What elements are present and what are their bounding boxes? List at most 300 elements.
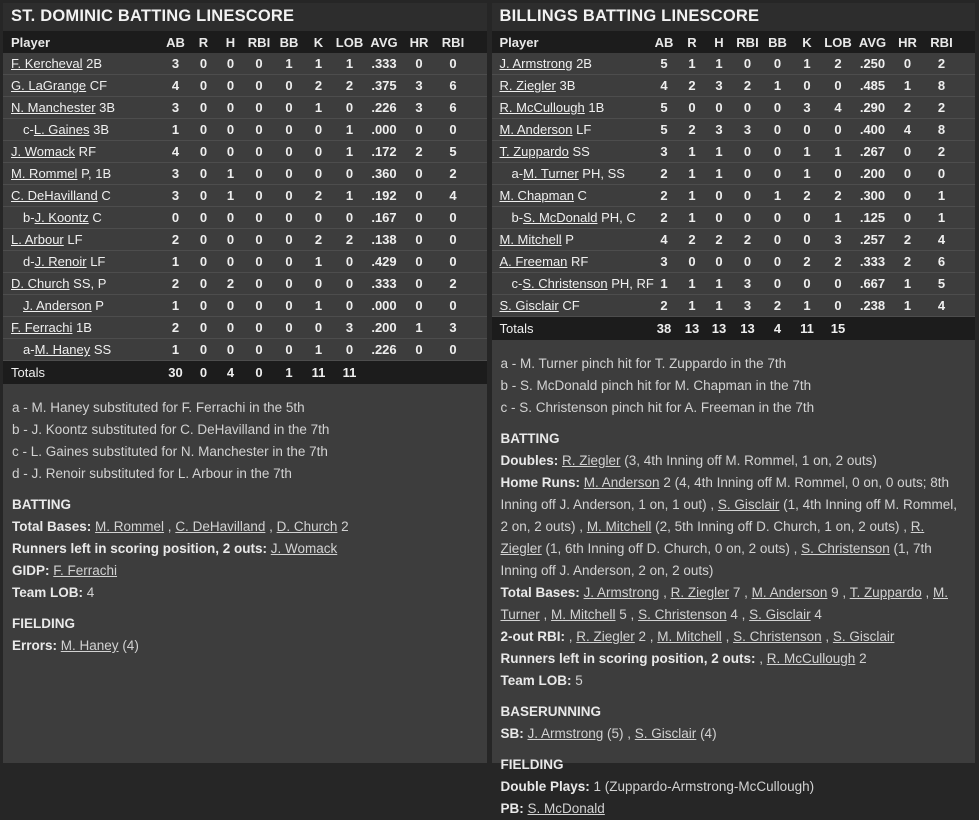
stat-value: 0 xyxy=(244,163,274,185)
stat-value: 1 xyxy=(333,141,366,163)
stat-value: 0 xyxy=(274,163,304,185)
player-link[interactable]: S. Gisclair xyxy=(499,298,559,313)
stat-value: 0 xyxy=(244,295,274,317)
stat-value: 3 xyxy=(161,97,190,119)
player-link[interactable]: F. Ferrachi xyxy=(11,320,73,335)
stat-value: 0 xyxy=(244,53,274,75)
stat-value: 0 xyxy=(402,251,436,273)
stat-value: 0 xyxy=(244,75,274,97)
stat-value: .485 xyxy=(855,75,891,97)
stat-value: 3 xyxy=(822,229,855,251)
stat-value: 2 xyxy=(333,229,366,251)
player-link[interactable]: M. Haney xyxy=(60,638,119,653)
stat-value: 2 xyxy=(679,75,706,97)
player-link[interactable]: D. Church xyxy=(11,276,70,291)
column-header-h: H xyxy=(217,31,244,53)
player-cell: a-M. Turner PH, SS xyxy=(492,163,650,185)
stat-value: 0 xyxy=(274,229,304,251)
stat-value: 4 xyxy=(891,119,925,141)
stat-value: 2 xyxy=(333,75,366,97)
substitution-note: d - J. Renoir substituted for L. Arbour in the 7th xyxy=(12,466,292,481)
totals-value: 4 xyxy=(217,361,244,385)
stat-value: .200 xyxy=(366,317,402,339)
player-link[interactable]: S. Christenson xyxy=(733,629,822,644)
player-link[interactable]: J. Anderson xyxy=(23,298,92,313)
player-row xyxy=(492,207,976,229)
stat-value: 0 xyxy=(244,339,274,361)
player-link[interactable]: A. Freeman xyxy=(499,254,568,269)
player-link[interactable]: S. Christenson xyxy=(638,607,727,622)
column-header-player: Player xyxy=(492,31,650,53)
player-row xyxy=(3,53,487,75)
stat-value: 0 xyxy=(217,295,244,317)
stat-value: 1 xyxy=(793,163,822,185)
stat-text: (1, 7th Inning off J. Anderson, 2 on, 2 outs) xyxy=(500,541,932,578)
stat-value: 4 xyxy=(161,141,190,163)
stat-value: 1 xyxy=(706,141,733,163)
section-heading-baserunning: BASERUNNING xyxy=(500,704,602,719)
stat-value: 0 xyxy=(822,75,855,97)
stat-value: 1 xyxy=(161,119,190,141)
stat-value: 0 xyxy=(274,207,304,229)
stat-text: (1, 6th Inning off D. Church, 0 on, 2 outs) , xyxy=(541,541,802,556)
player-cell: M. Mitchell P xyxy=(492,229,650,251)
row-spacer xyxy=(959,251,976,273)
stat-value: 2 xyxy=(161,273,190,295)
stat-value: 0 xyxy=(763,163,793,185)
player-link[interactable]: F. Ferrachi xyxy=(53,563,118,578)
player-link[interactable]: L. Gaines xyxy=(33,122,90,137)
column-header-k: K xyxy=(793,31,822,53)
player-link[interactable]: S. Gisclair xyxy=(717,497,780,512)
stat-value: 1 xyxy=(161,251,190,273)
stat-value: 5 xyxy=(436,141,470,163)
row-spacer xyxy=(470,97,487,119)
stat-value: 0 xyxy=(891,185,925,207)
stat-value: 1 xyxy=(217,163,244,185)
stat-value: 0 xyxy=(244,141,274,163)
player-link[interactable]: G. LaGrange xyxy=(11,78,87,93)
stat-value: 4 xyxy=(822,97,855,119)
totals-value: 4 xyxy=(763,317,793,341)
stat-text: 2 xyxy=(855,651,867,666)
totals-value xyxy=(366,361,402,385)
stat-value: 0 xyxy=(244,317,274,339)
row-spacer xyxy=(959,75,976,97)
stat-text: , xyxy=(164,519,176,534)
stat-value: 0 xyxy=(436,207,470,229)
stat-value: 0 xyxy=(763,97,793,119)
stat-value: 0 xyxy=(190,75,217,97)
stat-line xyxy=(12,516,478,538)
player-link[interactable]: R. Ziegler xyxy=(500,519,925,556)
stat-value: 0 xyxy=(244,97,274,119)
stat-value: 0 xyxy=(679,97,706,119)
stat-value: 0 xyxy=(822,273,855,295)
totals-value: 1 xyxy=(274,361,304,385)
stat-value: 0 xyxy=(190,97,217,119)
player-row xyxy=(3,207,487,229)
stat-value: 0 xyxy=(333,207,366,229)
player-link[interactable]: C. DeHavilland xyxy=(11,188,98,203)
stat-value: 0 xyxy=(304,317,333,339)
stat-value: 2 xyxy=(822,185,855,207)
player-cell: J. Womack RF xyxy=(3,141,161,163)
column-header-hr-9: HR xyxy=(891,31,925,53)
stat-value: 5 xyxy=(650,119,679,141)
stat-value: 0 xyxy=(891,207,925,229)
stat-value: 2 xyxy=(650,207,679,229)
player-link[interactable]: L. Arbour xyxy=(11,232,64,247)
player-link[interactable]: M. Turner xyxy=(523,166,579,181)
row-spacer xyxy=(959,295,976,317)
player-link[interactable]: T. Zuppardo xyxy=(849,585,922,600)
stat-value: .667 xyxy=(855,273,891,295)
stat-value: 0 xyxy=(274,317,304,339)
column-header-lob: LOB xyxy=(333,31,366,53)
column-header-rbi-10: RBI xyxy=(436,31,470,53)
player-cell: c-S. Christenson PH, RF xyxy=(492,273,650,295)
stat-value: 0 xyxy=(190,251,217,273)
stat-value: 1 xyxy=(793,141,822,163)
stat-value: 0 xyxy=(706,251,733,273)
player-row xyxy=(3,97,487,119)
stat-text: , xyxy=(539,607,552,622)
player-link[interactable]: N. Manchester xyxy=(11,100,96,115)
st-dominic-batting-table xyxy=(3,31,487,384)
stat-value: 0 xyxy=(793,75,822,97)
stat-label: 2-out RBI: xyxy=(500,629,569,644)
stat-value: 3 xyxy=(333,317,366,339)
stat-value: 6 xyxy=(436,75,470,97)
stat-value: 1 xyxy=(822,207,855,229)
player-row xyxy=(3,75,487,97)
stat-value: .238 xyxy=(855,295,891,317)
row-spacer xyxy=(959,207,976,229)
stat-value: 1 xyxy=(333,185,366,207)
player-link[interactable]: C. DeHavilland xyxy=(175,519,266,534)
stat-value: 0 xyxy=(763,273,793,295)
player-link[interactable]: D. Church xyxy=(276,519,338,534)
stat-value: 1 xyxy=(679,207,706,229)
stat-value: 0 xyxy=(763,119,793,141)
column-header-k: K xyxy=(304,31,333,53)
billings-notes xyxy=(492,340,976,820)
stat-value: 2 xyxy=(650,185,679,207)
stat-value: 0 xyxy=(763,53,793,75)
stat-value: 1 xyxy=(891,273,925,295)
player-link[interactable]: S. Gisclair xyxy=(749,607,811,622)
row-spacer xyxy=(959,53,976,75)
player-link[interactable]: M. Chapman xyxy=(499,188,574,203)
player-link[interactable]: M. Rommel xyxy=(95,519,165,534)
stat-value: 0 xyxy=(706,185,733,207)
player-row xyxy=(492,75,976,97)
stat-value: 0 xyxy=(190,119,217,141)
stat-value: 2 xyxy=(793,251,822,273)
row-spacer xyxy=(959,119,976,141)
player-cell: M. Chapman C xyxy=(492,185,650,207)
player-row xyxy=(3,339,487,361)
stat-value: 0 xyxy=(217,75,244,97)
stat-value: 0 xyxy=(274,185,304,207)
totals-value: 11 xyxy=(793,317,822,341)
stat-value: 3 xyxy=(161,163,190,185)
stat-value: 0 xyxy=(190,207,217,229)
stat-label: Total Bases: xyxy=(500,585,584,600)
stat-value: 0 xyxy=(274,251,304,273)
player-row xyxy=(3,229,487,251)
stat-value: 0 xyxy=(436,295,470,317)
player-link[interactable]: M. Anderson xyxy=(751,585,828,600)
player-row xyxy=(492,97,976,119)
stat-text: , xyxy=(265,519,277,534)
stat-value: 0 xyxy=(244,229,274,251)
player-row xyxy=(3,251,487,273)
totals-value xyxy=(855,317,891,341)
player-link[interactable]: J. Renoir xyxy=(34,254,87,269)
stat-value: 0 xyxy=(244,185,274,207)
stat-value: 0 xyxy=(190,317,217,339)
stat-value: 4 xyxy=(650,75,679,97)
player-row xyxy=(492,251,976,273)
stat-value: .200 xyxy=(855,163,891,185)
player-link[interactable]: T. Zuppardo xyxy=(499,144,569,159)
stat-value: 4 xyxy=(436,185,470,207)
player-link[interactable]: J. Womack xyxy=(270,541,338,556)
player-cell: L. Arbour LF xyxy=(3,229,161,251)
player-link[interactable]: S. McDonald xyxy=(523,210,598,225)
stat-text: , xyxy=(821,629,833,644)
player-row xyxy=(492,163,976,185)
player-link[interactable]: M. Haney xyxy=(34,342,91,357)
stat-value: 0 xyxy=(436,251,470,273)
table-body xyxy=(492,53,976,317)
player-link[interactable]: R. McCullough xyxy=(499,100,585,115)
stat-value: .333 xyxy=(855,251,891,273)
player-link[interactable]: S. McDonald xyxy=(527,801,605,816)
totals-value: 0 xyxy=(244,361,274,385)
stat-value: 5 xyxy=(650,53,679,75)
stat-label: SB: xyxy=(500,726,528,741)
totals-value xyxy=(436,361,470,385)
stat-value: 0 xyxy=(733,97,763,119)
player-link[interactable]: R. Ziegler xyxy=(562,453,621,468)
player-cell: a-M. Haney SS xyxy=(3,339,161,361)
stat-value: 0 xyxy=(190,273,217,295)
stat-value: 1 xyxy=(706,295,733,317)
stat-value: 1 xyxy=(925,185,959,207)
stat-line xyxy=(12,635,478,657)
player-link[interactable]: S. Christenson xyxy=(801,541,890,556)
stat-value: .257 xyxy=(855,229,891,251)
stat-value: 3 xyxy=(706,75,733,97)
player-cell: A. Freeman RF xyxy=(492,251,650,273)
stat-value: 0 xyxy=(822,119,855,141)
totals-spacer xyxy=(470,361,487,385)
section-heading-batting: BATTING xyxy=(500,431,560,446)
player-link[interactable]: M. Rommel xyxy=(11,166,78,181)
stat-value: .138 xyxy=(366,229,402,251)
stat-value: 0 xyxy=(190,53,217,75)
stat-label: Runners left in scoring position, 2 outs: xyxy=(500,651,760,666)
stat-value: 0 xyxy=(436,229,470,251)
row-spacer xyxy=(959,97,976,119)
player-link[interactable]: M. Anderson xyxy=(583,475,660,490)
section-heading-fielding: FIELDING xyxy=(12,616,75,631)
player-link[interactable]: M. Mitchell xyxy=(551,607,616,622)
stat-value: 3 xyxy=(161,53,190,75)
header-spacer xyxy=(470,31,487,53)
player-link[interactable]: J. Armstrong xyxy=(583,585,660,600)
stat-value: 1 xyxy=(679,273,706,295)
stat-value: 1 xyxy=(304,53,333,75)
player-row xyxy=(3,163,487,185)
stat-value: 0 xyxy=(436,53,470,75)
totals-label: Totals xyxy=(3,361,161,385)
header-spacer xyxy=(959,31,976,53)
stat-value: 0 xyxy=(402,53,436,75)
player-link[interactable]: R. Ziegler xyxy=(670,585,730,600)
stat-value: 3 xyxy=(402,75,436,97)
stat-value: 3 xyxy=(650,251,679,273)
stat-value: 1 xyxy=(333,119,366,141)
stat-line xyxy=(501,472,967,582)
stat-value: 0 xyxy=(244,119,274,141)
player-row xyxy=(3,141,487,163)
player-link[interactable]: M. Anderson xyxy=(499,122,573,137)
stat-value: .172 xyxy=(366,141,402,163)
stat-value: 2 xyxy=(891,229,925,251)
stat-value: 0 xyxy=(304,141,333,163)
stat-value: 2 xyxy=(304,229,333,251)
column-header-avg: AVG xyxy=(366,31,402,53)
player-link[interactable]: J. Koontz xyxy=(34,210,89,225)
column-header-r: R xyxy=(190,31,217,53)
row-spacer xyxy=(959,185,976,207)
table-header xyxy=(492,31,976,53)
stat-value: 0 xyxy=(402,119,436,141)
stat-value: 0 xyxy=(891,163,925,185)
player-row xyxy=(492,295,976,317)
stat-value: 0 xyxy=(733,53,763,75)
row-spacer xyxy=(470,75,487,97)
player-row xyxy=(492,185,976,207)
header-row xyxy=(492,31,976,53)
player-row xyxy=(492,119,976,141)
stat-text: , xyxy=(568,629,577,644)
stat-value: 0 xyxy=(274,75,304,97)
panel-title: ST. DOMINIC BATTING LINESCORE xyxy=(3,3,487,31)
panel-st-dominic xyxy=(3,3,487,763)
stat-line xyxy=(12,582,478,604)
stat-label: PB: xyxy=(500,801,528,816)
stat-value: .400 xyxy=(855,119,891,141)
stat-value: 2 xyxy=(304,75,333,97)
player-link[interactable]: F. Kercheval xyxy=(11,56,83,71)
stat-value: 0 xyxy=(333,163,366,185)
player-link[interactable]: R. McCullough xyxy=(766,651,856,666)
stat-value: 4 xyxy=(650,229,679,251)
section-heading-batting: BATTING xyxy=(12,497,71,512)
stat-value: .250 xyxy=(855,53,891,75)
totals-value: 30 xyxy=(161,361,190,385)
totals-value: 15 xyxy=(822,317,855,341)
stat-value: 1 xyxy=(891,295,925,317)
stat-value: 0 xyxy=(402,207,436,229)
player-link[interactable]: S. Christenson xyxy=(522,276,608,291)
row-spacer xyxy=(470,119,487,141)
player-link[interactable]: R. Ziegler xyxy=(499,78,556,93)
stat-value: .125 xyxy=(855,207,891,229)
stat-value: .429 xyxy=(366,251,402,273)
stat-value: 0 xyxy=(891,141,925,163)
player-link[interactable]: M. Mitchell xyxy=(586,519,652,534)
stat-text: 4 , xyxy=(726,607,750,622)
stat-value: 1 xyxy=(679,141,706,163)
section-heading-fielding: FIELDING xyxy=(500,757,564,772)
stat-value: 0 xyxy=(244,251,274,273)
stat-value: 0 xyxy=(402,185,436,207)
stat-value: 2 xyxy=(679,229,706,251)
stat-value: 2 xyxy=(161,317,190,339)
stat-value: 1 xyxy=(679,163,706,185)
substitution-note: b - S. McDonald pinch hit for M. Chapman in the 7th xyxy=(500,378,812,393)
stat-value: 2 xyxy=(161,229,190,251)
stat-text: 5 xyxy=(575,673,583,688)
stat-value: 1 xyxy=(706,273,733,295)
player-link[interactable]: J. Armstrong xyxy=(499,56,573,71)
stat-value: .333 xyxy=(366,53,402,75)
stat-value: 5 xyxy=(650,97,679,119)
row-spacer xyxy=(470,273,487,295)
stat-value: 0 xyxy=(304,163,333,185)
stat-value: .192 xyxy=(366,185,402,207)
row-spacer xyxy=(470,251,487,273)
player-link[interactable]: R. Ziegler xyxy=(576,629,635,644)
stat-value: 3 xyxy=(161,185,190,207)
stat-value: 2 xyxy=(733,75,763,97)
stat-value: 3 xyxy=(793,97,822,119)
stat-text: 2 (4, 4th Inning off M. Rommel, 0 on, 0 outs; 8th Inning off J. Anderson, 1 on, 1 out) , xyxy=(500,475,949,512)
stat-text: (4) xyxy=(696,726,717,741)
stat-value: 2 xyxy=(402,141,436,163)
player-link[interactable]: M. Mitchell xyxy=(657,629,722,644)
stat-text: 7 , xyxy=(729,585,752,600)
player-link[interactable]: J. Womack xyxy=(11,144,76,159)
column-header-ab: AB xyxy=(161,31,190,53)
player-link[interactable]: M. Turner xyxy=(500,585,948,622)
stat-value: 0 xyxy=(304,273,333,295)
stat-value: 4 xyxy=(161,75,190,97)
stat-value: 2 xyxy=(891,251,925,273)
stat-value: 0 xyxy=(304,119,333,141)
stat-text: 4 xyxy=(86,585,95,600)
player-link[interactable]: M. Mitchell xyxy=(499,232,562,247)
player-cell: S. Gisclair CF xyxy=(492,295,650,317)
player-link[interactable]: S. Gisclair xyxy=(832,629,895,644)
player-link[interactable]: J. Armstrong xyxy=(527,726,604,741)
stat-value: 2 xyxy=(763,295,793,317)
stat-label: Double Plays: xyxy=(500,779,594,794)
st-dominic-notes xyxy=(3,384,487,657)
stat-value: .226 xyxy=(366,339,402,361)
stat-value: 0 xyxy=(402,295,436,317)
stat-value: 2 xyxy=(650,163,679,185)
stat-value: 0 xyxy=(333,339,366,361)
stat-value: 1 xyxy=(706,53,733,75)
player-link[interactable]: S. Gisclair xyxy=(634,726,697,741)
